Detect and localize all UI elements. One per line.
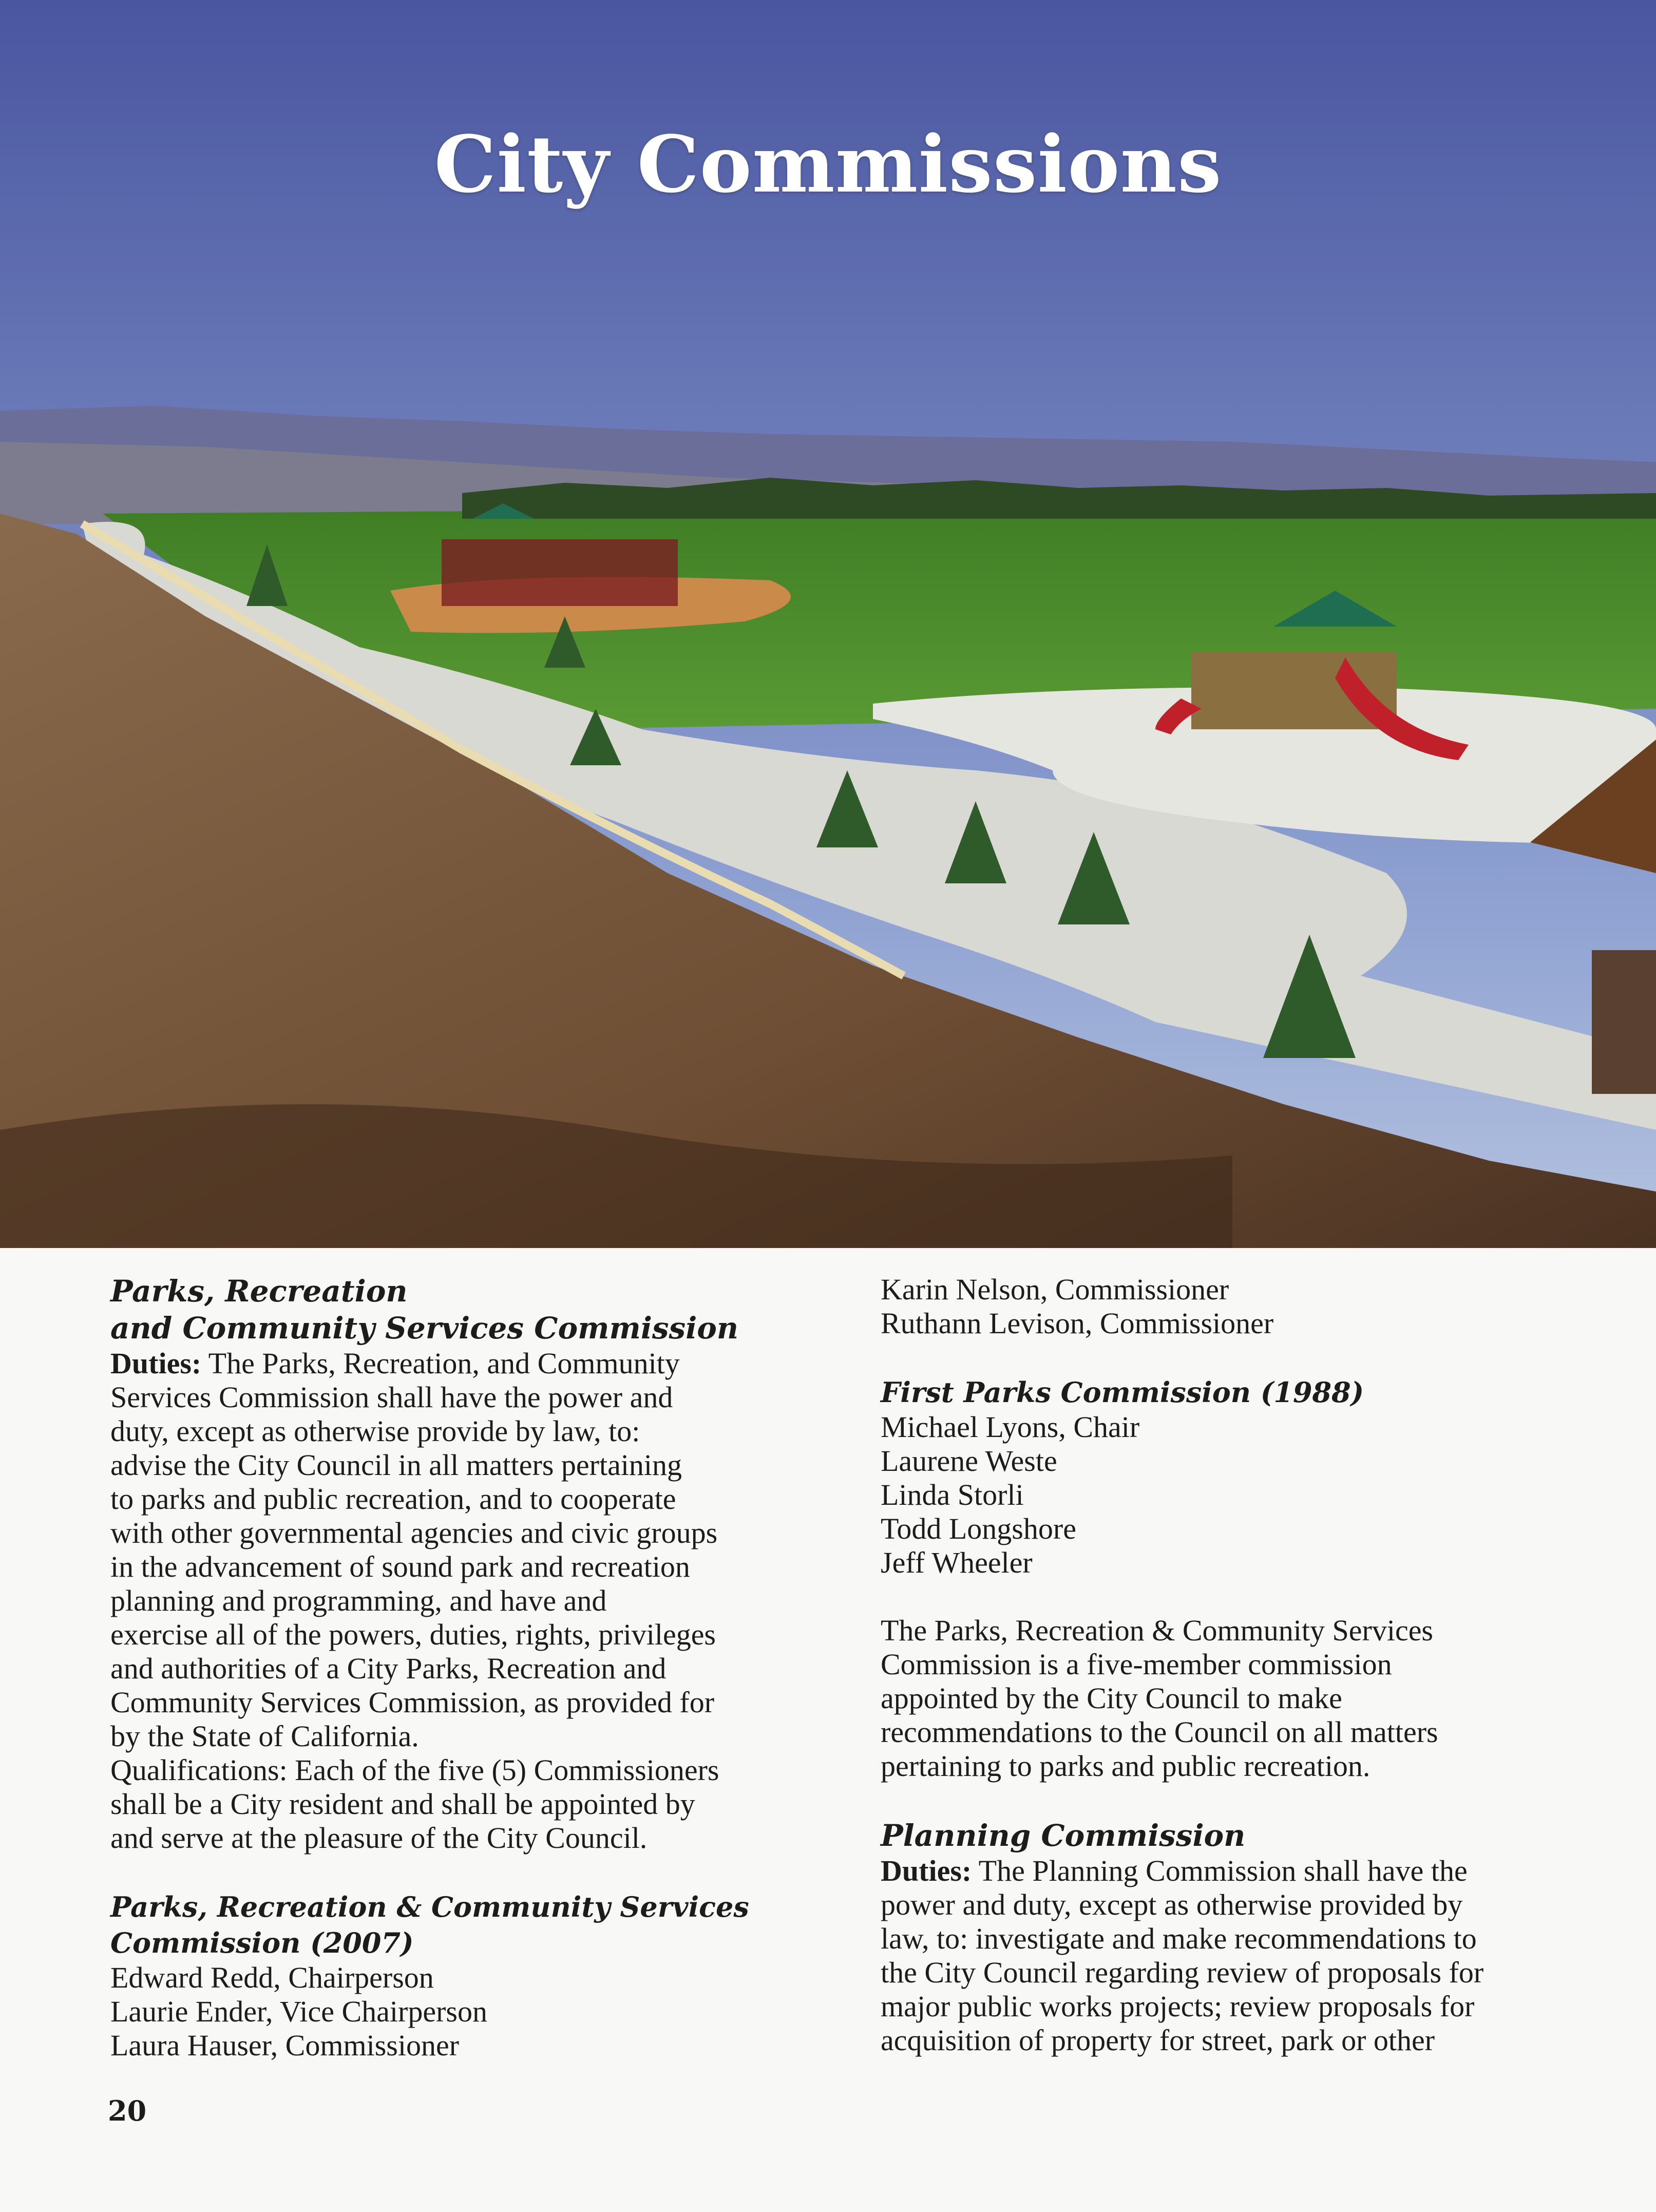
page-number: 20 [108, 2094, 147, 2127]
first-parks-commission-section [881, 1374, 1610, 1580]
member-name: Ruthann Levison, Commissioner [881, 1307, 1274, 1340]
right-column [881, 1273, 1610, 2057]
duties-text: Services Commission shall have the power and [110, 1381, 673, 1414]
member-name: Laura Hauser, Commissioner [110, 2029, 460, 2062]
duties-text: the City Council regarding review of proposals for [881, 1956, 1484, 1989]
duties-text: Community Services Commission, as provided for [110, 1686, 715, 1719]
summary-text: appointed by the City Council to make [881, 1681, 1342, 1715]
commission-2007-continued [881, 1273, 1610, 1340]
qualifications-text: Qualifications: Each of the five (5) Commissioners [110, 1753, 719, 1787]
member-name: Jeff Wheeler [881, 1546, 1033, 1579]
member-name: Michael Lyons, Chair [881, 1410, 1140, 1444]
summary-text: Commission is a five-member commission [881, 1648, 1392, 1681]
member-name: Edward Redd, Chairperson [110, 1961, 434, 1994]
duties-text: Duties: The Parks, Recreation, and Community [110, 1347, 680, 1380]
parks-commission-section [110, 1273, 860, 1855]
section-heading: Commission (2007) [110, 1926, 414, 1959]
section-heading: Parks, Recreation [110, 1274, 408, 1309]
section-heading: Planning Commission [881, 1818, 1246, 1853]
duties-label: Duties: [110, 1347, 202, 1380]
duties-text: power and duty, except as otherwise provided by [881, 1888, 1463, 1921]
member-name: Todd Longshore [881, 1512, 1076, 1545]
duties-text: major public works projects; review proposals for [881, 1990, 1475, 2023]
planning-commission-section [881, 1817, 1610, 2057]
section-heading: Parks, Recreation & Community Services [110, 1890, 749, 1923]
duties-text: to parks and public recreation, and to cooperate [110, 1482, 676, 1516]
duties-text: exercise all of the powers, duties, rights, privileges [110, 1618, 716, 1651]
qualifications-text: shall be a City resident and shall be appointed by [110, 1787, 695, 1821]
duties-text: law, to: investigate and make recommendations to [881, 1922, 1477, 1955]
member-name: Laurie Ender, Vice Chairperson [110, 1995, 487, 2028]
duties-label: Duties: [881, 1854, 972, 1887]
member-name: Karin Nelson, Commissioner [881, 1273, 1229, 1306]
page-title: City Commissions [434, 118, 1222, 210]
duties-text: acquisition of property for street, park or other [881, 2024, 1435, 2057]
qualifications-text: and serve at the pleasure of the City Council. [110, 1821, 648, 1855]
duties-text: duty, except as otherwise provide by law, to: [110, 1414, 640, 1448]
commission-2007-section [110, 1889, 860, 2063]
member-name: Laurene Weste [881, 1444, 1057, 1478]
summary-text: pertaining to parks and public recreation. [881, 1749, 1371, 1783]
duties-text: Duties: The Planning Commission shall have the [881, 1854, 1468, 1887]
member-name: Linda Storli [881, 1478, 1024, 1511]
duties-text: planning and programming, and have and [110, 1584, 607, 1617]
summary-text: The Parks, Recreation & Community Services [881, 1614, 1434, 1647]
duties-text: with other governmental agencies and civic groups [110, 1516, 718, 1549]
left-column [110, 1273, 860, 2063]
duties-text: in the advancement of sound park and recreation [110, 1550, 690, 1583]
commission-summary [881, 1614, 1610, 1783]
duties-text: by the State of California. [110, 1719, 419, 1753]
duties-text: and authorities of a City Parks, Recreation and [110, 1652, 667, 1685]
duties-text: advise the City Council in all matters pertaining [110, 1448, 682, 1482]
section-heading: and Community Services Commission [110, 1311, 739, 1346]
section-heading: First Parks Commission (1988) [881, 1376, 1364, 1409]
summary-text: recommendations to the Council on all matters [881, 1715, 1438, 1749]
